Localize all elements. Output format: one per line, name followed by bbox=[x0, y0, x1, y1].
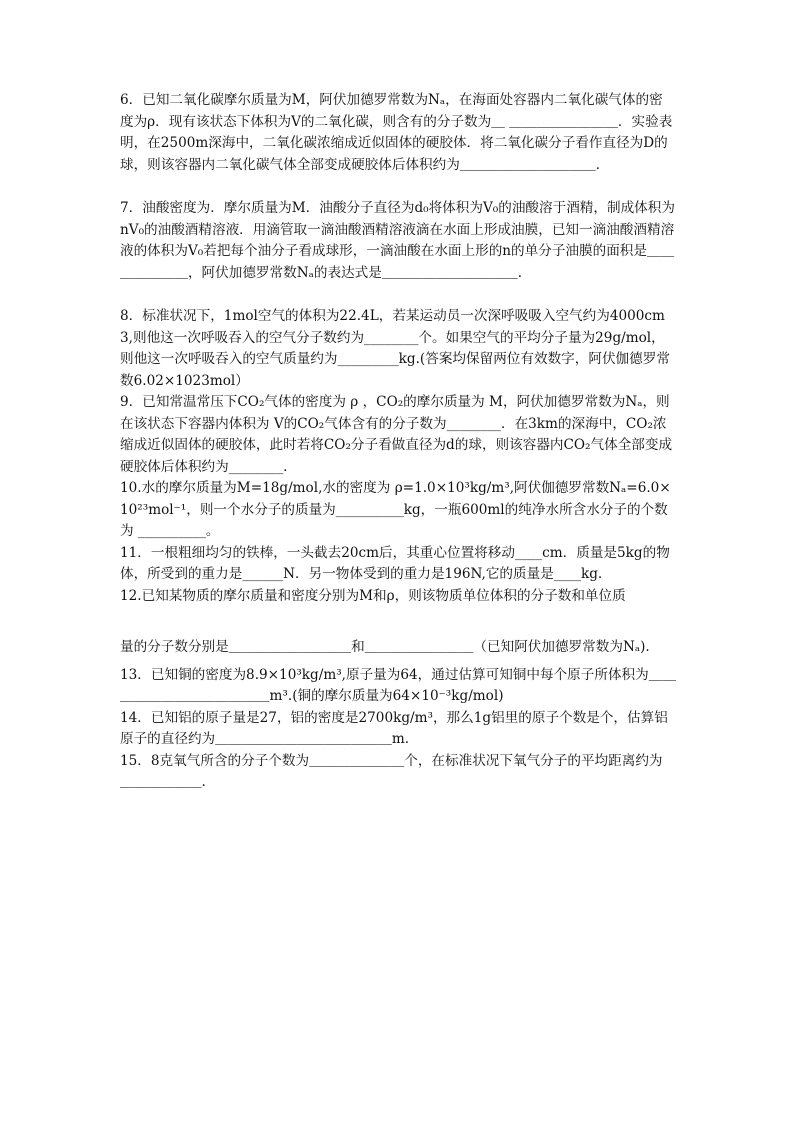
problem-15: 15．8克氧气所含的分子个数为＿＿＿＿＿＿＿个，在标准状况下氧气分子的平均距离约为＿＿＿＿＿＿. bbox=[120, 752, 663, 790]
problem-11: 11．一根粗细均匀的铁棒，一头截去20cm后，其重心位置将移动____cm．质量是5kg的物体，所受到的重力是______N．另一物体受到的重力是196N,它的质量是____kg. bbox=[120, 544, 670, 582]
problem-10: 10.水的摩尔质量为M=18g/mol,水的密度为 ρ=1.0×10³kg/m³,阿伏伽德罗常数Nₐ=6.0×10²³mol⁻¹，则一个水分子的质量为__________kg，一瓶600ml的纯净水所含水分子的个数为 __________。 bbox=[120, 480, 671, 539]
problem-8: 8．标准状况下，1mol空气的体积为22.4L，若某运动员一次深呼吸吸入空气约为4000cm3,则他这一次呼吸吞入的空气分子数约为________个。如果空气的平均分子量为29g/mol，则他这一次呼吸吞入的空气质量约为_________kg.(答案均保留两位有效数字，阿伏伽德罗常数6.02×1023mol） bbox=[120, 308, 670, 389]
problem-13: 13．已知铜的密度为8.9×10³kg/m³,原子量为64，通过估算可知铜中每个原子所体积为＿＿＿＿＿＿＿＿＿＿＿＿＿m³.(铜的摩尔质量为64×10⁻³kg/mol) bbox=[120, 666, 676, 704]
problem-12-line-1: 12.已知某物质的摩尔质量和密度分别为M和ρ，则该物质单位体积的分子数和单位质 bbox=[120, 587, 626, 604]
spacer bbox=[120, 176, 676, 198]
problem-7: 7．油酸密度为．摩尔质量为M．油酸分子直径为d₀将体积为V₀的油酸溶于酒精，制成体积为nV₀的油酸酒精溶液．用滴管取一滴油酸酒精溶液滴在水面上形成油膜，已知一滴油酸酒精溶液的体积为V₀若把每个油分子看成球形，一滴油酸在水面上形的n的单分子油膜的面积是＿＿＿＿＿＿＿，阿伏加德罗常数Nₐ的表达式是＿＿＿＿＿＿＿＿＿＿． bbox=[120, 200, 675, 281]
problem-14: 14．已知铝的原子量是27，铝的密度是2700kg/m³，那么1g铝里的原子个数是个，估算铝原子的直径约为＿＿＿＿＿＿＿＿＿＿＿＿＿m. bbox=[120, 709, 668, 747]
problem-6: 6．已知二氧化碳摩尔质量为M，阿伏加德罗常数为Nₐ，在海面处容器内二氧化碳气体的密度为ρ．现有该状态下体积为V的二氧化碳，则含有的分子数为＿ ＿＿＿＿＿＿＿＿．实验表明，在2500m深海中，二氧化碳浓缩成近似固体的硬胶体．将二氧化碳分子看作直径为D的球，则该容器内二氧化碳气体全部变成硬胶体后体积约为＿＿＿＿＿＿＿＿＿＿． bbox=[120, 92, 673, 173]
problem-12-line-2: 量的分子数分别是＿＿＿＿＿＿＿＿＿和＿＿＿＿＿＿＿＿（已知阿伏加德罗常数为Nₐ). bbox=[120, 639, 650, 655]
problem-9: 9．已知常温常压下CO₂气体的密度为 ρ ，CO₂的摩尔质量为 M，阿伏加德罗常数为Nₐ，则在该状态下容器内体积为 V的CO₂气体含有的分子数为________．在3km的深海中，CO₂浓缩成近似固体的硬胶体，此时若将CO₂分子看做直径为d的球，则该容器内CO₂气体全部变成硬胶体后体积约为________. bbox=[120, 394, 673, 475]
spacer bbox=[120, 607, 676, 637]
document-page bbox=[120, 90, 676, 794]
spacer bbox=[120, 284, 676, 306]
